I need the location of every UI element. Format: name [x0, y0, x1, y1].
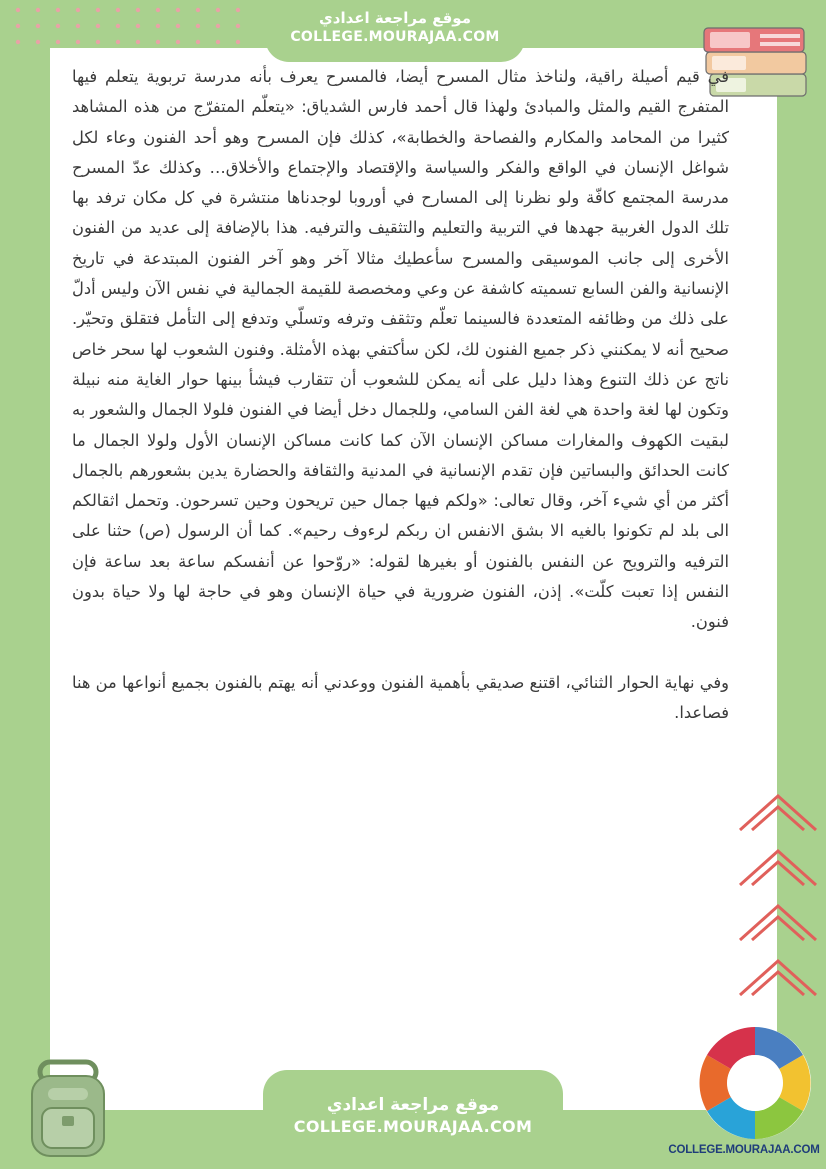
footer-site-url[interactable]: COLLEGE.MOURAJAA.COM: [293, 1117, 533, 1136]
chevron-up-icon: [730, 790, 826, 1020]
article-paragraph: في قيم أصيلة راقية، ولناخذ مثال المسرح أيضا، فالمسرح يعرف بأنه مدرسة تربوية يتعلم فيها المتفرج القيم والمثل والمبادئ ولهذا قال أحمد فارس الشدياق: «يتعلّم المتفرّج من هذه المشاهد كثيرا من المحامد والمكارم والفصاحة والخطابة»، كذلك فإن المسرح وهو أحد الفنون وعاء لكل شواغل الإنسان في الواقع والفكر والسياسة والإقتصاد والإجتماع والأخلاق… وكذلك عدّ المسرح مدرسة المجتمع كافّة ولو نظرنا إلى المسارح في أوروبا لوجدناها منتشرة في كل مكان ترفد بها تلك الدول الغربية جهدها في التربية والتعليم والتثقيف والترفيه. هذا بالإضافة إلى عديد من الفنون الأخرى إلى جانب الموسيقى والمسرح سأعطيك مثالا آخر وهو آخر الفنون المبتدعة في تاريخ الإنسانية والفن السابع تسميته كاشفة عن وعي ومخصصة للقيمة الجمالية في نفس الآن وليس أدلّ على ذلك من وظائفه المتعددة فالسينما تعلّم وتثقف وترفه وتسلّي وتدفع إلى التأمل فتقلق وتحيّر. صحيح أنه لا يمكنني ذكر جميع الفنون لك، لكن سأكتفي بهذه الأمثلة. وفنون الشعوب لها سحر خاص ناتج عن ذلك التنوع وهذا دليل على أنه يمكن للشعوب أن تتقارب فيشأ بينها حوار الغاية منه نبيلة وتكون لها لغة واحدة هي لغة الفن السامي، وللجمال دخل أيضا في الفنون فلولا الجمال والشعور به لبقيت الكهوف والمغارات مساكن الإنسان الآن كما كانت مساكن الإنسان الأول ولولا الجمال ما كانت الحدائق والبساتين فإن تقدم الإنسانية في المدنية والثقافة والحضارة يدين بشعورهم بالجمال أكثر من أي شيء آخر، وقال تعالى: «ولكم فيها جمال حين تريحون وحين تسرحون. وتحمل اثقالكم الى بلد لم تكونوا بالغيه الا بشق الانفس ان ربكم لرءوف رحيم». كما أن الرسول (ص) حثنا على الترفيه والترويح عن النفس بالفنون أو بغيرها لقوله: «روّحوا عن أنفسكم ساعة بعد ساعة فإن النفس إذا تعبت كلّت». إذن، الفنون ضرورية في حياة الإنسان وهو في حاجة لها ولا حياة بدون فنون.: [71, 67, 729, 632]
logo-site-url: COLLEGE.MOURAJAA.COM: [668, 1144, 820, 1156]
school-subjects-wheel-icon: [696, 1024, 814, 1142]
footer-site-name-ar: موقع مراجعة اعدادي: [326, 1095, 500, 1115]
site-name-ar: موقع مراجعة اعدادي: [319, 9, 471, 27]
article-body: [72, 62, 729, 728]
site-url[interactable]: COLLEGE.MOURAJAA.COM: [290, 29, 500, 45]
article-closing-paragraph: وفي نهاية الحوار الثنائي، اقتنع صديقي بأهمية الفنون ووعدني أنه يهتم بالفنون بجميع أنواعها من هنا فصاعدا.: [72, 672, 729, 722]
site-header-badge: [265, 0, 525, 62]
site-footer-badge: [263, 1070, 563, 1156]
backpack-icon: [18, 1052, 118, 1162]
